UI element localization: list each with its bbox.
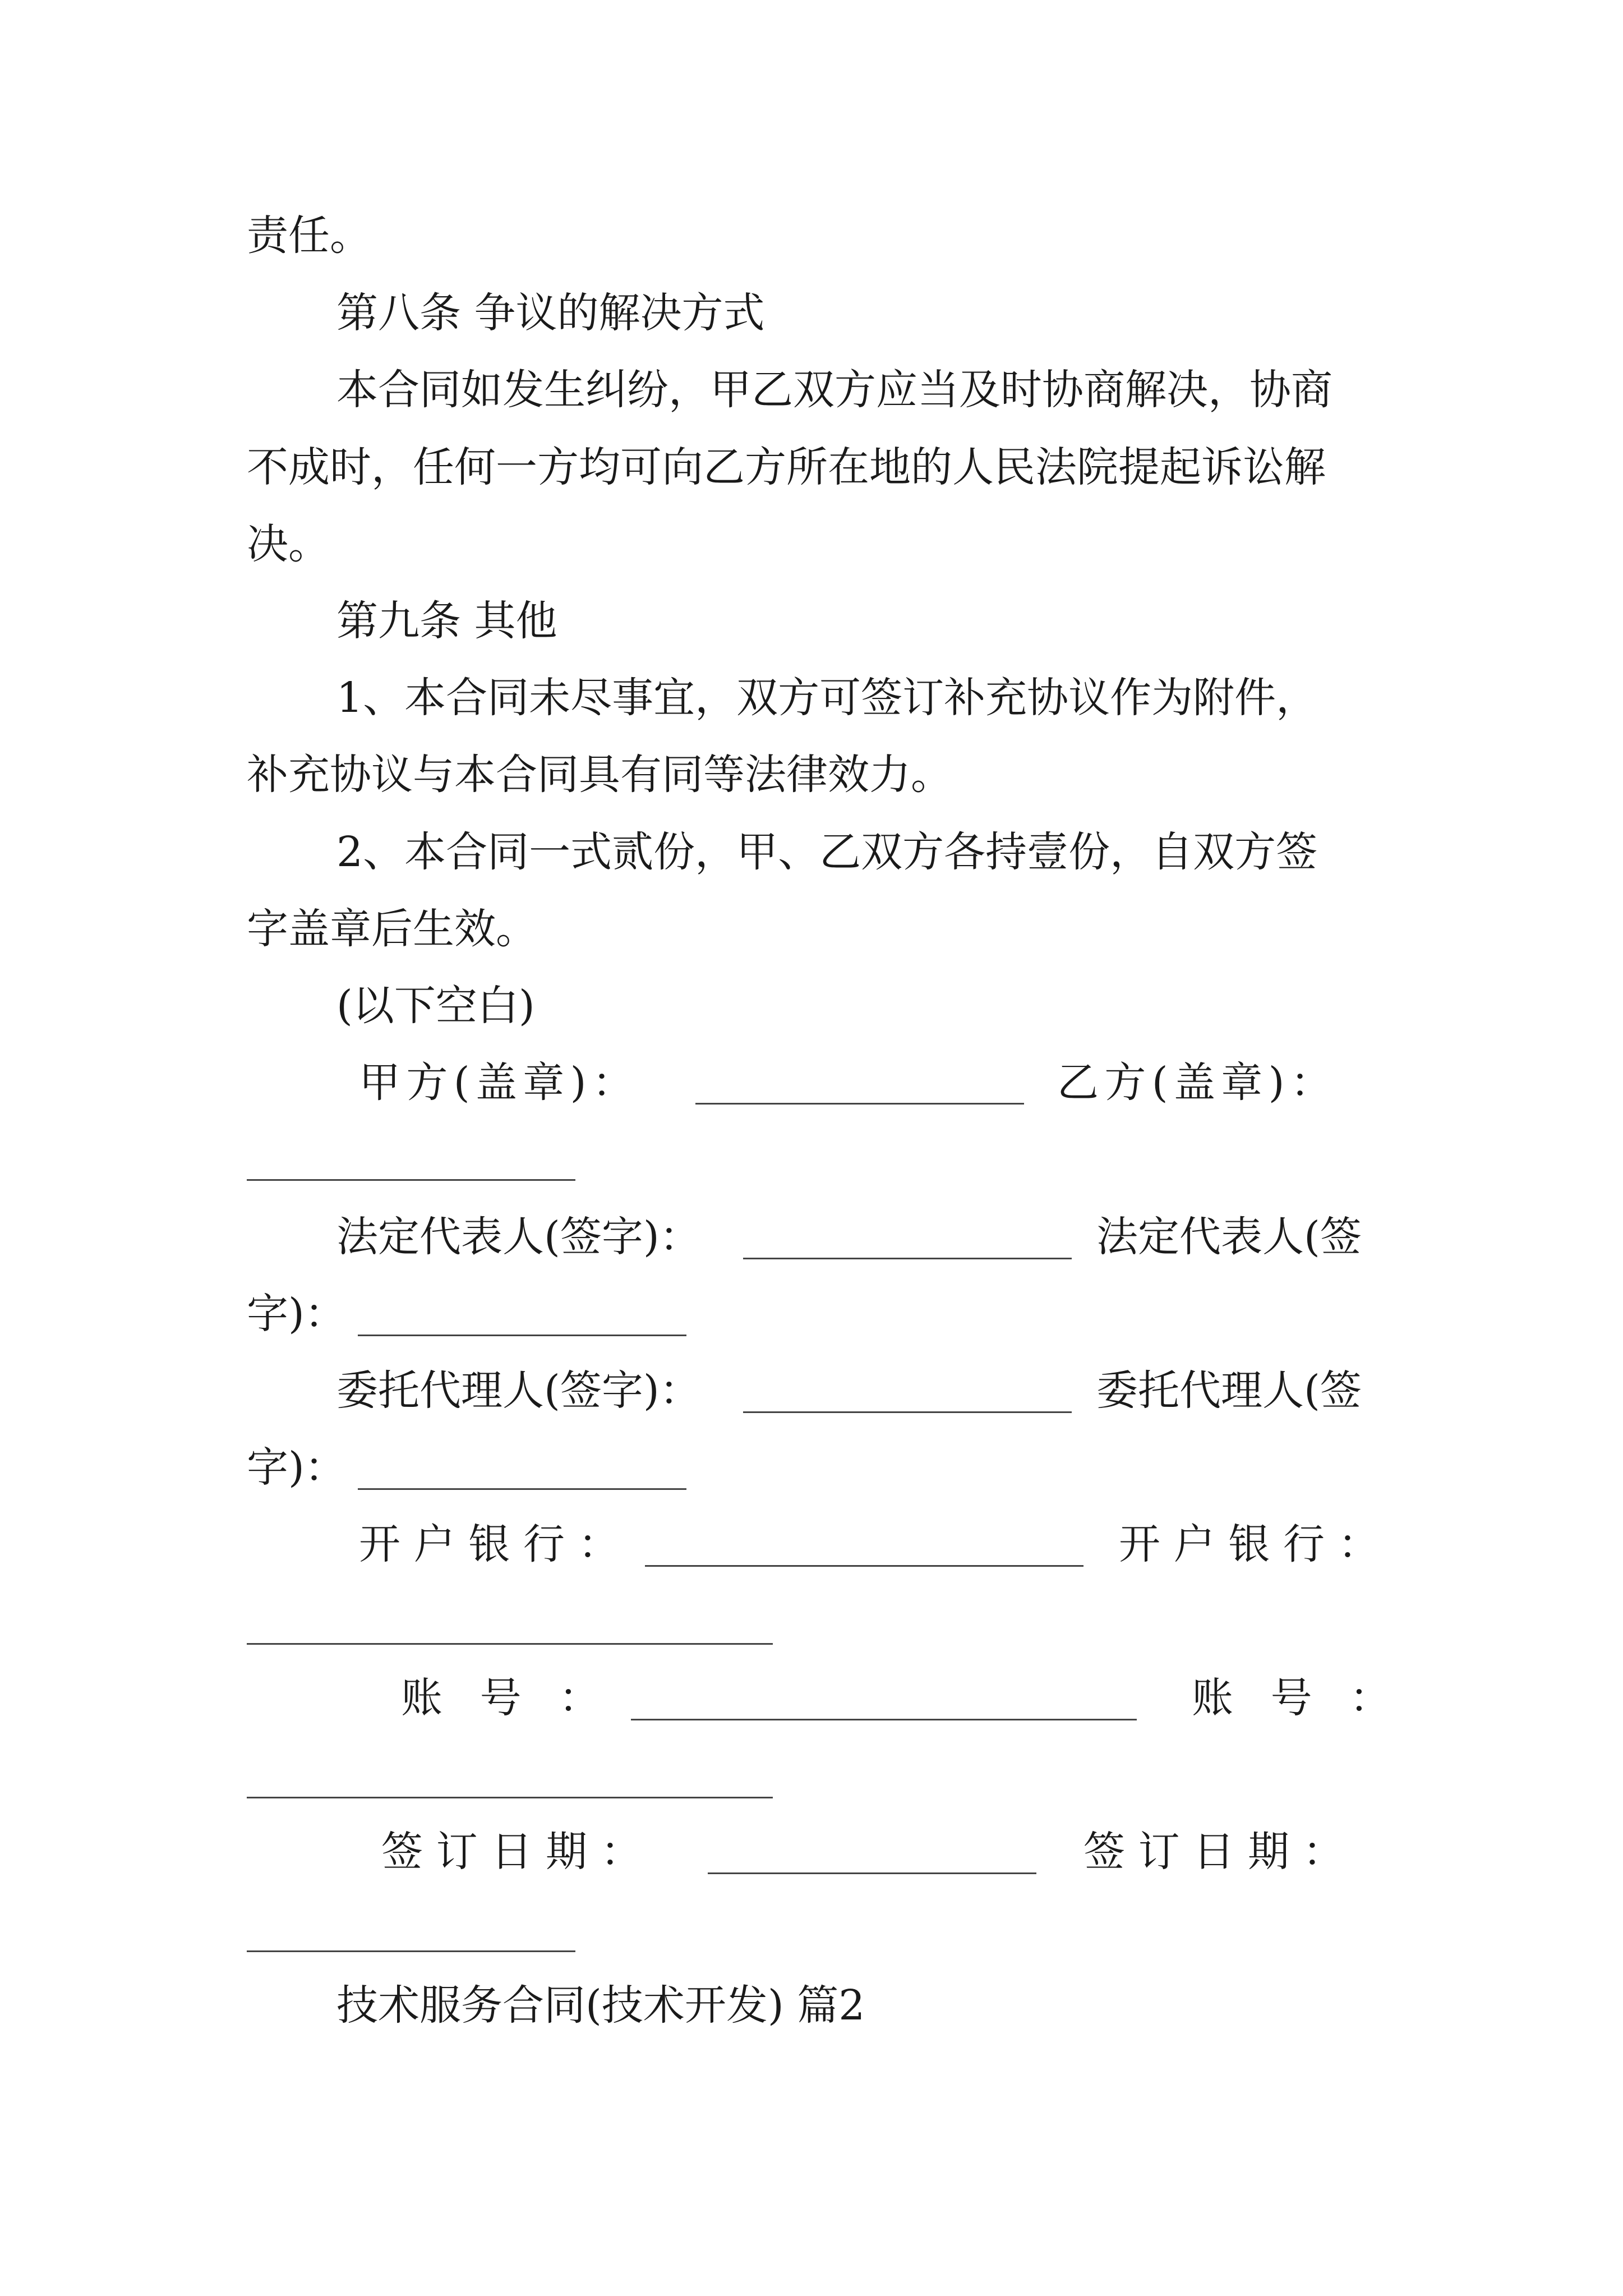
paragraph-line: 责任。: [247, 211, 371, 260]
party-a-seal-field[interactable]: [695, 1103, 1024, 1105]
paragraph-line: 字盖章后生效。: [247, 905, 537, 953]
account-a-label: 账号：: [401, 1674, 638, 1722]
agent-a-field[interactable]: [743, 1411, 1072, 1413]
blank-note: (以下空白): [336, 982, 535, 1030]
agent-a-label: 委托代理人(签字)：: [336, 1366, 701, 1415]
paragraph-line: 1、本合同未尽事宜，双方可签订补充协议作为附件，: [336, 674, 1318, 722]
party-b-seal-label: 乙方(盖章)：: [1057, 1059, 1338, 1107]
legal-rep-a-field[interactable]: [743, 1258, 1072, 1259]
legal-rep-b-label-cont: 字)：: [247, 1290, 346, 1338]
account-b-label: 账号：: [1192, 1674, 1428, 1722]
agent-b-field[interactable]: [358, 1488, 686, 1490]
date-b-field[interactable]: [247, 1950, 575, 1952]
paragraph-line: 不成时，任何一方均可向乙方所在地的人民法院提起诉讼解: [247, 443, 1326, 491]
party-b-seal-field[interactable]: [247, 1179, 575, 1181]
date-b-label: 签订日期：: [1083, 1828, 1358, 1876]
account-a-field[interactable]: [631, 1719, 1137, 1720]
legal-rep-b-field[interactable]: [358, 1335, 686, 1336]
legal-rep-b-label: 法定代表人(签: [1096, 1213, 1362, 1261]
bank-a-label: 开户银行：: [359, 1520, 633, 1568]
legal-rep-a-label: 法定代表人(签字)：: [336, 1213, 701, 1261]
paragraph-line: 本合同如发生纠纷，甲乙双方应当及时协商解决，协商: [336, 366, 1332, 414]
agent-b-label: 委托代理人(签: [1096, 1366, 1362, 1415]
bank-b-field[interactable]: [247, 1643, 773, 1645]
paragraph-line: 补充协议与本合同具有同等法律效力。: [247, 751, 952, 799]
section-heading-8: 第八条 争议的解决方式: [336, 289, 765, 337]
paragraph-line: 2、本合同一式贰份，甲、乙双方各持壹份，自双方签: [336, 828, 1318, 876]
section-heading-9: 第九条 其他: [336, 597, 557, 645]
account-b-field[interactable]: [247, 1797, 773, 1798]
bank-b-label: 开户银行：: [1119, 1520, 1393, 1568]
bank-a-field[interactable]: [645, 1565, 1083, 1567]
date-a-label: 签订日期：: [381, 1828, 656, 1876]
party-a-seal-label: 甲方(盖章)：: [359, 1059, 640, 1107]
next-section-title: 技术服务合同(技术开发) 篇2: [336, 1981, 865, 2030]
paragraph-line: 决。: [247, 520, 330, 568]
agent-b-label-cont: 字)：: [247, 1443, 346, 1492]
date-a-field[interactable]: [708, 1872, 1036, 1874]
